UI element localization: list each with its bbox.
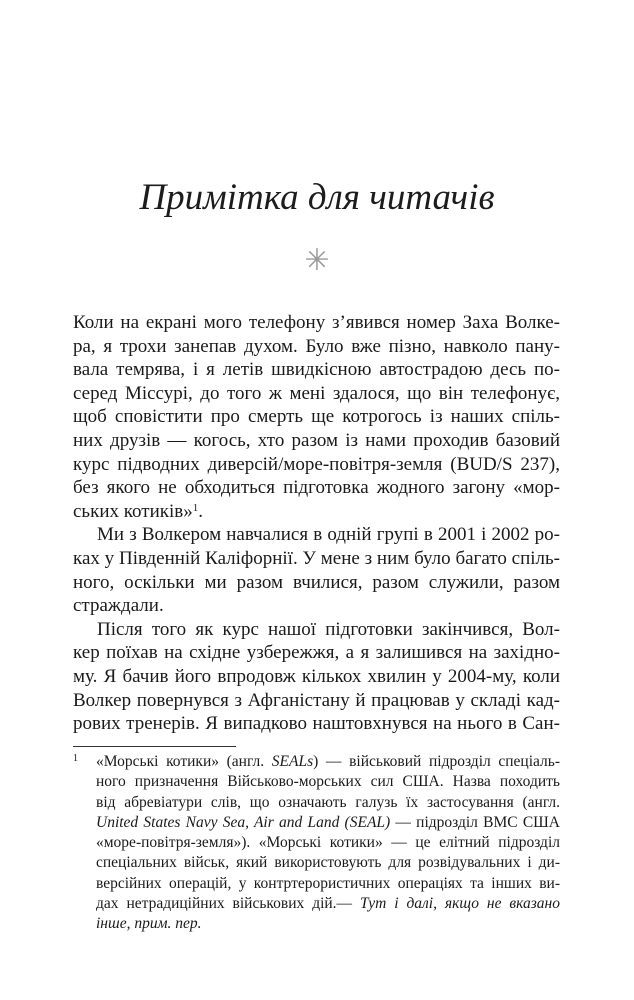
- text-line: Ми з Волкером навчалися в одній групі в 2001 і 2002 ро-: [97, 524, 560, 546]
- footnote-line: [96, 914, 560, 934]
- text-line: ного, оскільки ми разом вчилися, разом служили, разом: [73, 571, 560, 593]
- footnote-text: — підрозділ ВМС США: [390, 813, 561, 831]
- text-line: без якого не обходиться підготовка жодного загону «мор-: [73, 477, 560, 499]
- footnote-reference[interactable]: 1: [192, 501, 199, 514]
- footnote-line: версійних операцій, у контртерористичних операціях та інших ви-: [96, 874, 560, 892]
- footnote-italic: Тут і далі, якщо не вказано: [359, 895, 560, 913]
- asterisk-ornament-icon: ✳: [304, 244, 330, 277]
- page-title: Примітка для читачів: [139, 177, 495, 218]
- text-line-punct: .: [198, 500, 203, 522]
- text-line: серед Міссурі, до того ж мені здалося, що він телефонує,: [73, 382, 560, 404]
- text-line: Волкер повернувся з Афганістану й працював у складі кад-: [73, 689, 560, 711]
- text-line: курс підводних диверсій/море-повітря-земля (BUD/S 237),: [73, 453, 560, 475]
- footnote-text: ) — військовий підрозділ спеціаль-: [313, 753, 561, 770]
- footnote-line: [96, 752, 560, 772]
- footnote-line: [96, 813, 560, 833]
- text-line: вала темрява, і я летів швидкісною автострадою десь по-: [73, 359, 560, 381]
- footnote-italic: інше, прим. пер.: [96, 915, 202, 933]
- text-line: щоб сповістити про смерть ще котрогось із наших спіль-: [73, 406, 560, 428]
- text-line: Коли на екрані мого телефону з’явився номер Заха Волке-: [73, 312, 560, 333]
- footnote: [73, 752, 560, 935]
- footnote-divider: [73, 746, 236, 747]
- text-line: рових тренерів. Я випадково наштовхнувся на нього в Сан-: [73, 713, 560, 735]
- text-line: ра, я трохи занепав духом. Було вже пізно, навколо пану-: [73, 335, 560, 357]
- text-line: [73, 500, 560, 524]
- body-text: [73, 311, 560, 736]
- footnote-line: спеціальних військ, який використовують для розвідувальних і ди-: [96, 854, 560, 872]
- text-line: Після того як курс нашої підготовки закінчився, Вол-: [97, 618, 560, 640]
- footnote-line: ного призначення Військово-морських сил США. Назва походить: [96, 773, 560, 791]
- text-line: страждали.: [73, 595, 164, 617]
- footnote-italic: SEALs: [271, 753, 314, 770]
- text-line: ках у Південній Каліфорнії. У мене з ним було багато спіль-: [73, 547, 560, 569]
- text-line: кер поїхав на східне узбережжя, а я залишився на західно-: [73, 642, 560, 664]
- footnote-italic: United States Navy Sea, Air and Land (SEAL): [96, 813, 391, 831]
- text-line: му. Я бачив його впродовж кількох хвилин у 2004-му, коли: [73, 665, 560, 687]
- footnote-text: дах нетрадиційних військових дій.—: [96, 895, 360, 913]
- footnote-line: [96, 894, 560, 914]
- footnote-text: «Морські котики» (англ.: [96, 753, 272, 770]
- footnote-line: від абревіатури слів, що означають галузь їх застосування (англ.: [96, 793, 560, 811]
- text-line: них друзів — когось, хто разом із нами проходив базовий: [73, 429, 560, 451]
- text-line-content: ських котиків»: [73, 500, 193, 522]
- footnote-number: 1: [73, 753, 78, 764]
- footnote-line: «море-повітря-земля»). «Морські котики» — це елітний підрозділ: [96, 834, 560, 852]
